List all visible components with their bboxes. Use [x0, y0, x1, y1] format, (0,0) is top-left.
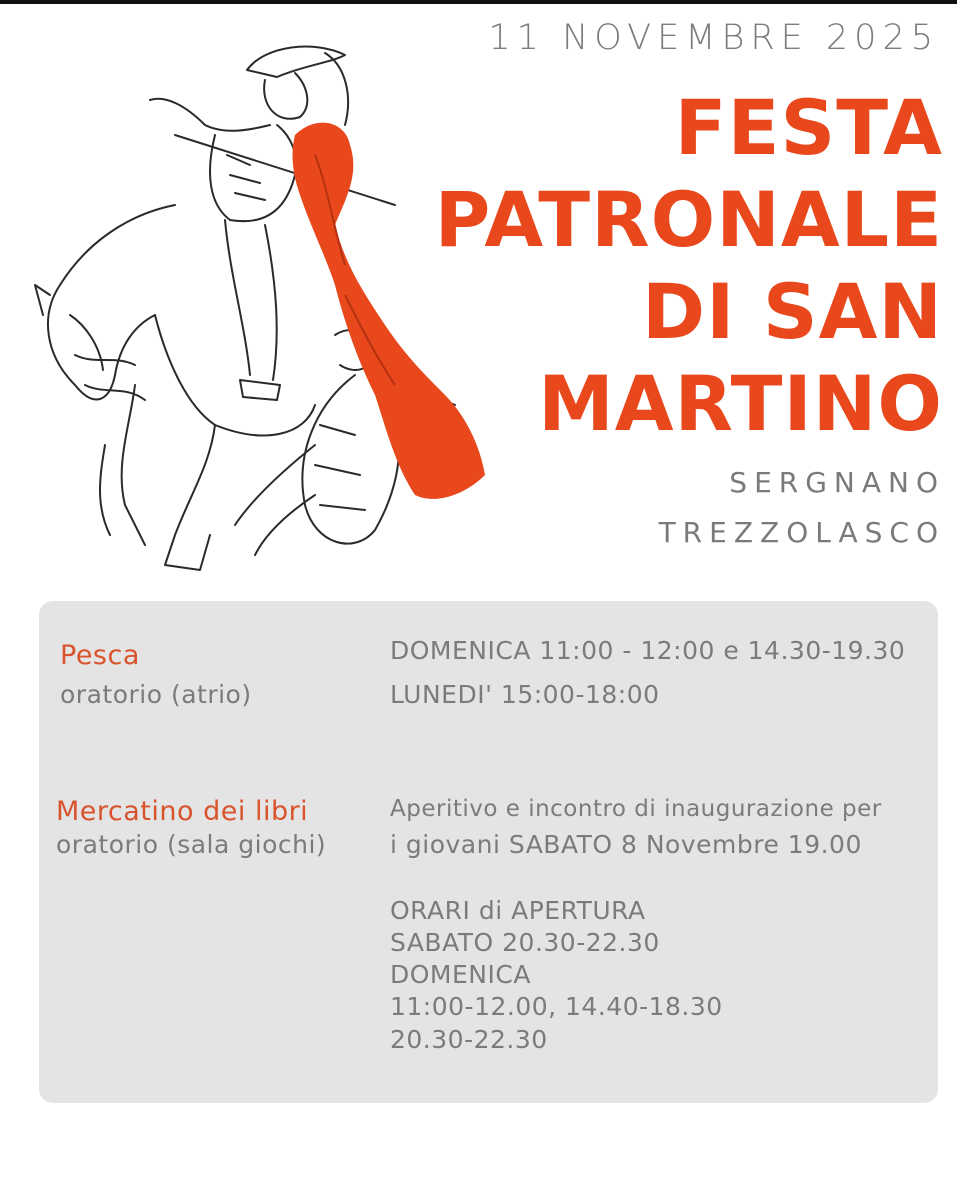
title-line: FESTA — [674, 83, 943, 172]
place-sergnano: SERGNANO — [729, 466, 945, 499]
event-schedule-line: i giovani SABATO 8 Novembre 19.00 — [390, 830, 862, 859]
event-schedule-line: DOMENICA — [390, 960, 531, 989]
event-schedule-line: SABATO 20.30-22.30 — [390, 928, 660, 957]
title-line: MARTINO — [538, 359, 943, 448]
page-title — [383, 82, 943, 450]
place-trezzolasco: TREZZOLASCO — [658, 516, 945, 549]
event-name: Mercatino dei libri — [56, 796, 309, 827]
event-schedule-line: LUNEDI' 15:00-18:00 — [390, 680, 660, 709]
event-location: oratorio (atrio) — [60, 680, 252, 709]
event-schedule-line: Aperitivo e incontro di inaugurazione per — [390, 796, 882, 822]
event-schedule-line: DOMENICA 11:00 - 12:00 e 14.30-19.30 — [390, 636, 906, 665]
title-line: DI SAN — [642, 267, 943, 356]
title-line: PATRONALE — [434, 175, 943, 264]
event-schedule-line: ORARI di APERTURA — [390, 896, 646, 925]
event-schedule-line: 20.30-22.30 — [390, 1025, 548, 1054]
event-location: oratorio (sala giochi) — [56, 830, 327, 859]
event-date: 11 NOVEMBRE 2025 — [488, 18, 939, 58]
event-schedule-line: 11:00-12.00, 14.40-18.30 — [390, 992, 723, 1021]
top-border — [0, 0, 957, 4]
event-name: Pesca — [60, 640, 140, 671]
